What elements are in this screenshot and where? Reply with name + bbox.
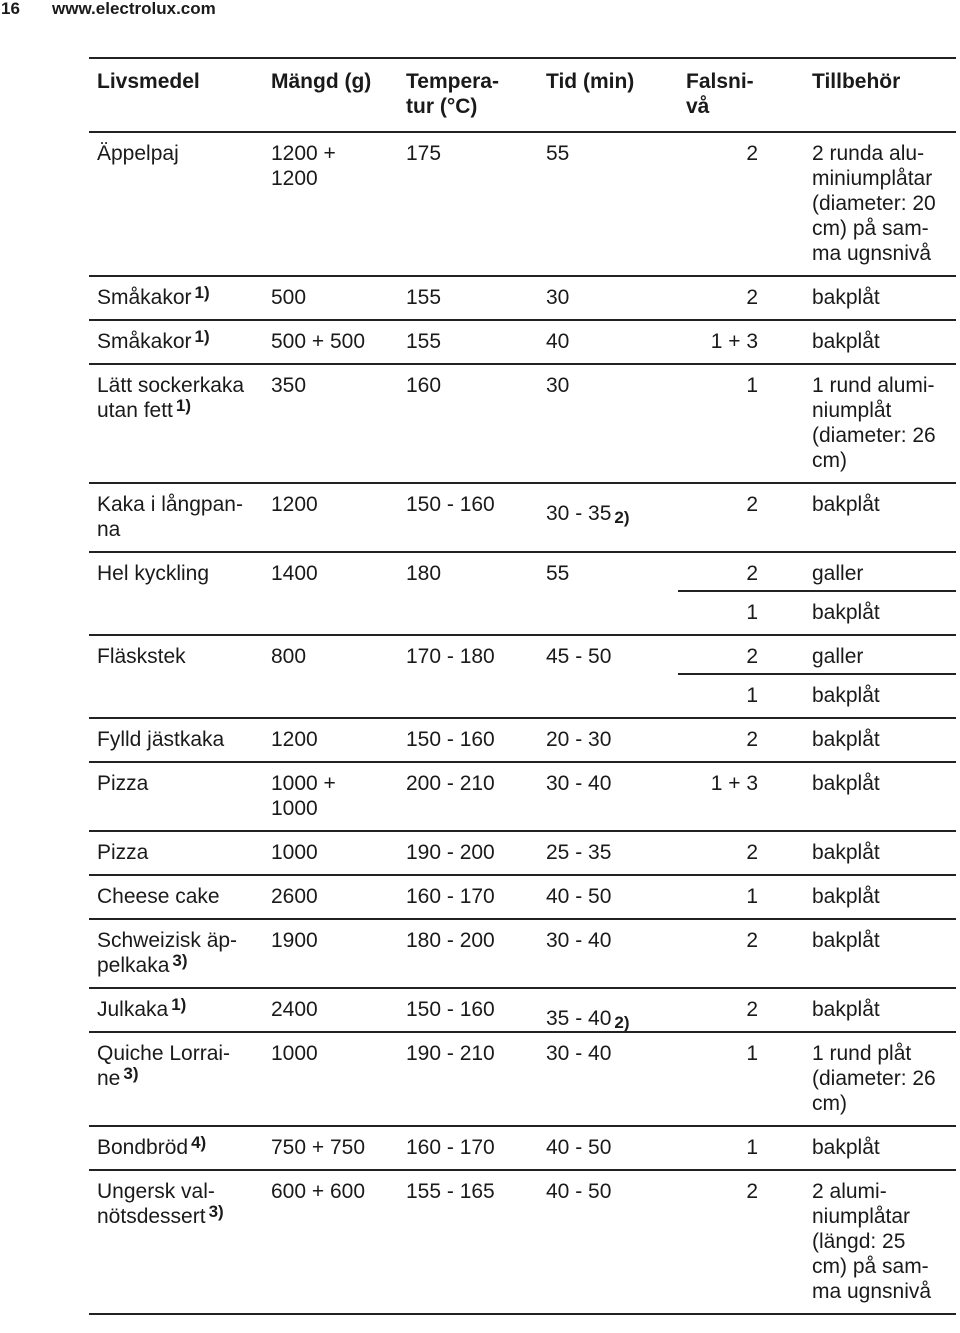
cell-amount	[263, 483, 398, 552]
table-row-continuation	[89, 674, 956, 718]
cell-level-text: 1	[746, 885, 758, 908]
cell-amount	[263, 276, 398, 320]
cell-time-text: 40 - 50	[546, 885, 612, 908]
cell-food	[89, 1032, 263, 1126]
cell-level	[678, 132, 804, 276]
empty-cell	[398, 591, 538, 635]
cell-temperature	[398, 875, 538, 919]
cell-time	[538, 364, 678, 483]
table-row	[89, 1032, 956, 1126]
table-row	[89, 718, 956, 762]
table-row	[89, 1170, 956, 1314]
cell-food-text: Pizza	[97, 841, 149, 864]
cell-time	[538, 1032, 678, 1126]
cell-level	[678, 483, 804, 552]
cell-level	[678, 276, 804, 320]
cell-food	[89, 320, 263, 364]
cell-food-text: Hel kyckling	[97, 562, 210, 585]
cell-amount-text: 350	[271, 374, 307, 397]
cell-time	[538, 1170, 678, 1314]
table-row	[89, 988, 956, 1032]
empty-cell	[398, 674, 538, 718]
cell-accessory	[804, 988, 956, 1032]
cell-amount	[263, 919, 398, 988]
cell-level-text: 2	[746, 562, 758, 585]
cell-accessory-text: bakplåt	[812, 330, 880, 353]
cell-amount-text: 800	[271, 645, 307, 668]
cell-amount-text: 1000	[271, 1042, 318, 1065]
cell-amount	[263, 875, 398, 919]
cell-temperature-text: 150 - 160	[406, 998, 495, 1021]
cell-accessory	[804, 718, 956, 762]
cell-time	[538, 320, 678, 364]
footnote-marker: 1)	[175, 396, 192, 415]
cell-accessory	[804, 132, 956, 276]
cell-time-text: 35 - 40 $^{2)}$	[546, 1007, 630, 1032]
cell-amount-text: 1000 + 1000	[271, 772, 336, 820]
cell-food	[89, 276, 263, 320]
cell-food	[89, 635, 263, 674]
cell-accessory-text: 1 rund alumi- niumplåt (diameter: 26 cm)	[812, 374, 936, 472]
cell-time-text: 30	[546, 286, 570, 309]
footnote-marker: 3)	[172, 951, 188, 970]
empty-cell	[263, 674, 398, 718]
table-row	[89, 919, 956, 988]
cell-food	[89, 364, 263, 483]
table-row	[89, 552, 956, 591]
cell-accessory-text: 2 alumi- niumplåtar (längd: 25 cm) på sam- ma ugnsnivå	[812, 1180, 932, 1303]
cell-temperature-text: 180 - 200	[406, 929, 495, 952]
cell-food-text: Småkakor $^{1)}$	[97, 327, 210, 353]
cell-temperature	[398, 988, 538, 1032]
cell-accessory	[804, 762, 956, 831]
cell-accessory-text: galler	[812, 562, 864, 585]
cell-level-text: 1 + 3	[710, 330, 758, 353]
cell-temperature-text: 200 - 210	[406, 772, 495, 795]
cell-temperature	[398, 132, 538, 276]
cell-temperature	[398, 919, 538, 988]
cell-amount	[263, 1170, 398, 1314]
empty-cell	[263, 591, 398, 635]
cell-amount	[263, 1126, 398, 1170]
footnote-marker: 2)	[614, 508, 630, 527]
cell-temperature-text: 175	[406, 142, 442, 165]
cell-temperature-text: 160 - 170	[406, 885, 495, 908]
cell-food-text: Schweizisk äp- pelkaka $^{3)}$	[97, 929, 238, 977]
cell-temperature-text: 160 - 170	[406, 1136, 495, 1159]
cell-accessory-text: bakplåt	[812, 885, 880, 908]
cell-amount	[263, 635, 398, 674]
cell-time-text: 40 - 50	[546, 1180, 612, 1203]
cell-amount-text: 500 + 500	[271, 330, 366, 353]
table-row	[89, 320, 956, 364]
header-level: Falsni- vå	[686, 70, 754, 118]
cell-accessory	[804, 875, 956, 919]
cell-temperature	[398, 1032, 538, 1126]
cell-time-text: 30 - 40	[546, 772, 612, 795]
cell-accessory	[804, 591, 956, 635]
cell-time-text: 55	[546, 562, 570, 585]
cell-amount-text: 600 + 600	[271, 1180, 366, 1203]
cell-amount-text: 1400	[271, 562, 318, 585]
cell-time-text: 30 - 40	[546, 1042, 612, 1065]
cell-level	[678, 1170, 804, 1314]
empty-cell	[538, 591, 678, 635]
cell-amount	[263, 552, 398, 591]
cell-level-text: 2	[746, 645, 758, 668]
table-header-row	[89, 58, 956, 132]
cell-level	[678, 919, 804, 988]
cell-amount	[263, 132, 398, 276]
cell-amount	[263, 718, 398, 762]
cell-time	[538, 875, 678, 919]
cell-food	[89, 1170, 263, 1314]
cell-amount-text: 1200 + 1200	[271, 142, 336, 190]
cell-food-text: Lätt sockerkaka utan fett $^{1)}$	[97, 374, 245, 422]
cell-accessory-text: bakplåt	[812, 601, 880, 624]
cell-temperature-text: 170 - 180	[406, 645, 495, 668]
empty-cell	[89, 591, 263, 635]
cell-level	[678, 1032, 804, 1126]
cell-temperature-text: 155	[406, 286, 442, 309]
cell-time-text: 40 - 50	[546, 1136, 612, 1159]
baking-table	[89, 57, 956, 1315]
cell-level	[678, 831, 804, 875]
footnote-marker: 1)	[194, 327, 210, 346]
table-row	[89, 635, 956, 674]
cell-level-text: 2	[746, 841, 758, 864]
cell-accessory	[804, 1032, 956, 1126]
cell-temperature-text: 190 - 210	[406, 1042, 495, 1065]
cell-level-text: 2	[746, 1180, 758, 1203]
cell-accessory	[804, 1170, 956, 1314]
table-row	[89, 1126, 956, 1170]
header-food: Livsmedel	[97, 70, 200, 93]
cell-accessory	[804, 674, 956, 718]
cell-temperature-text: 190 - 200	[406, 841, 495, 864]
cell-time	[538, 831, 678, 875]
cell-amount	[263, 988, 398, 1032]
cell-level	[678, 718, 804, 762]
cell-level	[678, 875, 804, 919]
cell-temperature	[398, 483, 538, 552]
empty-cell	[89, 674, 263, 718]
cell-time-text: 45 - 50	[546, 645, 612, 668]
cell-time-text: 30 - 40	[546, 929, 612, 952]
cell-temperature-text: 150 - 160	[406, 493, 495, 516]
cell-food	[89, 552, 263, 591]
cell-amount	[263, 831, 398, 875]
cell-time	[538, 483, 678, 552]
table-body	[89, 132, 956, 1314]
cell-amount-text: 2400	[271, 998, 318, 1021]
cell-accessory	[804, 320, 956, 364]
cell-food-text: Fläskstek	[97, 645, 186, 668]
cell-temperature-text: 150 - 160	[406, 728, 495, 751]
cell-time-text: 30	[546, 374, 570, 397]
cell-accessory	[804, 364, 956, 483]
cell-temperature	[398, 1126, 538, 1170]
cell-food	[89, 762, 263, 831]
cell-accessory-text: bakplåt	[812, 772, 880, 795]
cell-accessory	[804, 919, 956, 988]
page-number: 16	[1, 0, 20, 18]
cell-level	[678, 364, 804, 483]
cell-time-text: 25 - 35	[546, 841, 612, 864]
cell-level-text: 2	[746, 728, 758, 751]
cell-level	[678, 552, 804, 591]
cell-time-text: 30 - 35 $^{2)}$	[546, 502, 630, 527]
website-url: www.electrolux.com	[52, 0, 216, 18]
cell-food-text: Bondbröd $^{4)}$	[97, 1133, 207, 1159]
cell-accessory	[804, 552, 956, 591]
cell-food-text: Kaka i långpan- na	[97, 493, 243, 541]
cell-level-text: 2	[746, 142, 758, 165]
cell-amount	[263, 1032, 398, 1126]
table-row	[89, 831, 956, 875]
cell-time-text: 55	[546, 142, 570, 165]
cell-food-text: Äppelpaj	[97, 142, 179, 165]
table-row	[89, 762, 956, 831]
cell-level-text: 1 + 3	[710, 772, 758, 795]
cell-level-text: 1	[746, 374, 758, 397]
cell-amount	[263, 320, 398, 364]
cell-level-text: 2	[746, 998, 758, 1021]
table-row	[89, 483, 956, 552]
cell-accessory-text: bakplåt	[812, 684, 880, 707]
cell-food	[89, 988, 263, 1032]
footnote-marker: 1)	[171, 995, 187, 1014]
header-amount: Mängd (g)	[271, 70, 372, 93]
cell-food	[89, 875, 263, 919]
cell-accessory-text: bakplåt	[812, 929, 880, 952]
cell-amount-text: 1200	[271, 728, 318, 751]
cell-amount-text: 1000	[271, 841, 318, 864]
cell-time	[538, 988, 678, 1032]
cell-temperature	[398, 718, 538, 762]
header-temperature: Tempera- tur (°C)	[406, 70, 499, 118]
cell-temperature	[398, 276, 538, 320]
cell-time	[538, 762, 678, 831]
cell-accessory-text: bakplåt	[812, 286, 880, 309]
cell-accessory-text: 1 rund plåt (diameter: 26 cm)	[812, 1042, 936, 1115]
cell-temperature-text: 155	[406, 330, 442, 353]
footnote-marker: 3)	[208, 1202, 224, 1221]
cell-temperature	[398, 831, 538, 875]
cell-level-text: 1	[746, 684, 758, 707]
cell-level-text: 2	[746, 929, 758, 952]
table-row	[89, 276, 956, 320]
cell-food	[89, 831, 263, 875]
cell-accessory	[804, 483, 956, 552]
cell-temperature	[398, 762, 538, 831]
footnote-marker: 2)	[614, 1013, 630, 1032]
cell-temperature	[398, 552, 538, 591]
cell-food	[89, 919, 263, 988]
table-row	[89, 875, 956, 919]
cell-amount-text: 500	[271, 286, 307, 309]
cell-time	[538, 635, 678, 674]
cell-amount	[263, 364, 398, 483]
cell-food-text: Cheese cake	[97, 885, 220, 908]
header-accessory: Tillbehör	[812, 70, 901, 93]
table-row	[89, 364, 956, 483]
footnote-marker: 4)	[191, 1133, 207, 1152]
cell-level	[678, 320, 804, 364]
cell-time	[538, 276, 678, 320]
cell-accessory	[804, 276, 956, 320]
cell-amount-text: 1900	[271, 929, 318, 952]
cell-time	[538, 1126, 678, 1170]
cell-food	[89, 483, 263, 552]
header-time: Tid (min)	[546, 70, 635, 93]
cell-level	[678, 674, 804, 718]
cell-accessory-text: bakplåt	[812, 841, 880, 864]
footnote-marker: 1)	[194, 283, 210, 302]
cell-food	[89, 718, 263, 762]
cell-accessory-text: bakplåt	[812, 728, 880, 751]
table-row	[89, 132, 956, 276]
cell-food-text: Quiche Lorrai- ne $^{3)}$	[97, 1042, 231, 1090]
cell-level	[678, 591, 804, 635]
cell-accessory-text: bakplåt	[812, 1136, 880, 1159]
footnote-marker: 3)	[123, 1064, 139, 1083]
cell-food	[89, 132, 263, 276]
cell-temperature	[398, 364, 538, 483]
cell-accessory-text: bakplåt	[812, 998, 880, 1021]
cell-level	[678, 762, 804, 831]
cell-amount-text: 750 + 750	[271, 1136, 366, 1159]
cell-level-text: 2	[746, 493, 758, 516]
cell-food-text: Pizza	[97, 772, 149, 795]
cell-level-text: 1	[746, 1136, 758, 1159]
cell-temperature-text: 180	[406, 562, 442, 585]
cell-temperature-text: 160	[406, 374, 442, 397]
cell-time-text: 20 - 30	[546, 728, 612, 751]
cell-temperature	[398, 635, 538, 674]
cell-time	[538, 919, 678, 988]
cell-food-text: Ungersk val- nötsdessert $^{3)}$	[97, 1180, 224, 1228]
cell-temperature	[398, 320, 538, 364]
cell-accessory	[804, 831, 956, 875]
cell-accessory-text: 2 runda alu- miniumplåtar (diameter: 20 cm) på sam- ma ugnsnivå	[812, 142, 936, 265]
cell-accessory-text: bakplåt	[812, 493, 880, 516]
cell-time	[538, 132, 678, 276]
cell-accessory	[804, 635, 956, 674]
cell-food-text: Småkakor $^{1)}$	[97, 283, 210, 309]
cell-food-text: Fylld jästkaka	[97, 728, 225, 751]
cell-level-text: 1	[746, 601, 758, 624]
cell-amount-text: 2600	[271, 885, 318, 908]
cell-time	[538, 552, 678, 591]
table-row-continuation	[89, 591, 956, 635]
cell-level-text: 1	[746, 1042, 758, 1065]
cell-amount-text: 1200	[271, 493, 318, 516]
cell-level-text: 2	[746, 286, 758, 309]
cell-accessory	[804, 1126, 956, 1170]
cell-level	[678, 1126, 804, 1170]
cell-time-text: 40	[546, 330, 570, 353]
cell-food-text: Julkaka $^{1)}$	[97, 995, 187, 1021]
cell-food	[89, 1126, 263, 1170]
cell-accessory-text: galler	[812, 645, 864, 668]
cell-amount	[263, 762, 398, 831]
cell-time	[538, 718, 678, 762]
cell-level	[678, 635, 804, 674]
empty-cell	[538, 674, 678, 718]
cell-temperature-text: 155 - 165	[406, 1180, 495, 1203]
cell-level	[678, 988, 804, 1032]
cell-temperature	[398, 1170, 538, 1314]
